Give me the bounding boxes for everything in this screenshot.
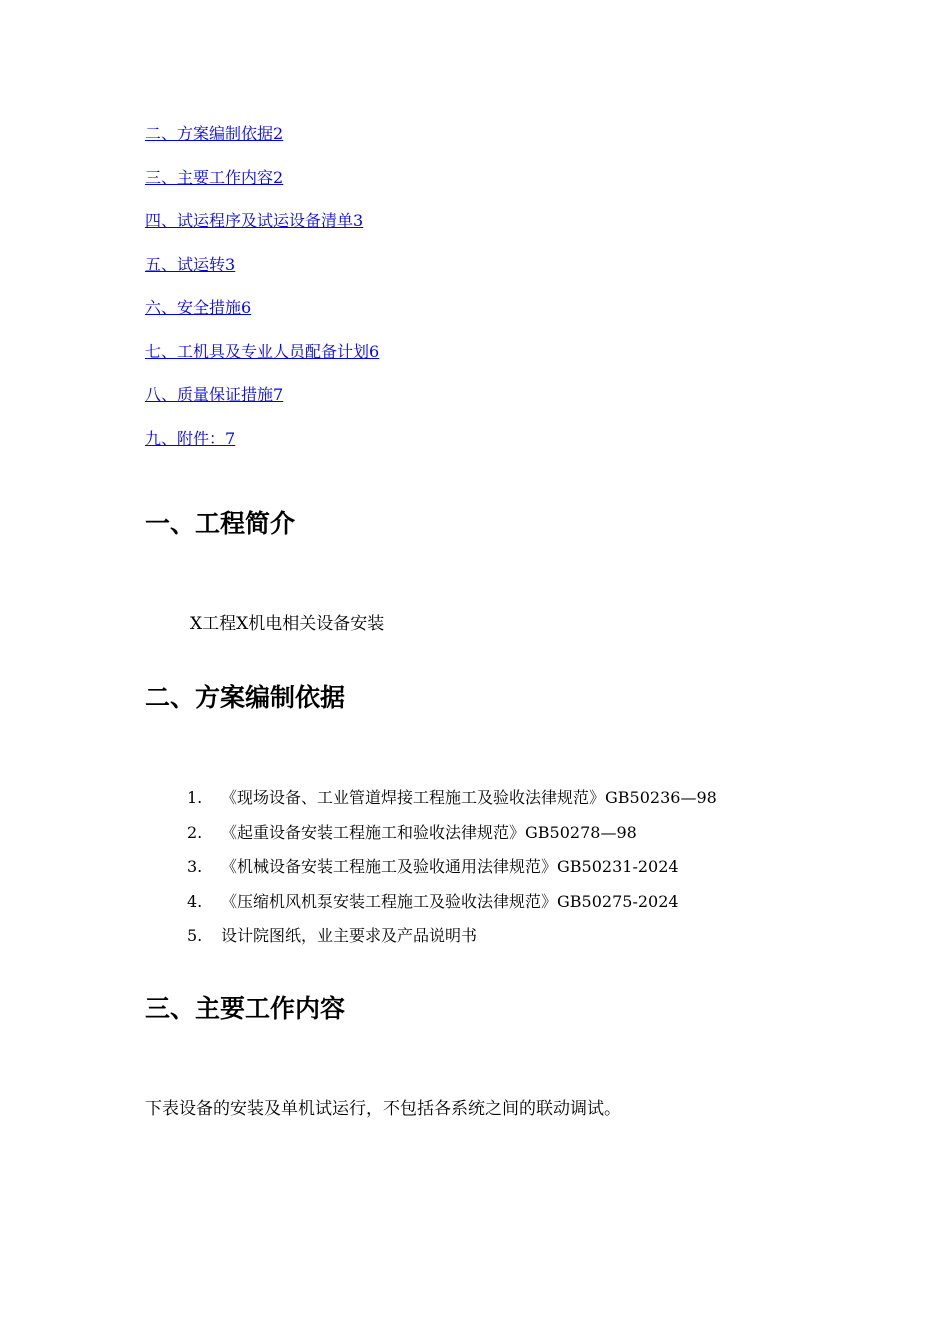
toc-link[interactable] (145, 298, 379, 318)
toc-link[interactable] (145, 342, 379, 362)
toc-link[interactable] (145, 211, 379, 231)
section-heading: 一、工程简介 (145, 509, 296, 538)
list-item (187, 786, 717, 810)
toc-link[interactable] (145, 385, 379, 405)
list-item (187, 855, 717, 879)
toc-label: 二、方案编制依据 (145, 124, 274, 143)
list-number: 3. (187, 857, 203, 876)
toc-label: 三、主要工作内容 (145, 167, 274, 187)
list-text: 《压缩机风机泵安装工程施工及验收法律规范》GB50275-2024 (221, 891, 679, 911)
list-number: 5. (187, 926, 203, 945)
toc-label: 五、试运转 (145, 254, 226, 274)
toc-link[interactable] (145, 124, 379, 144)
toc-label: 八、质量保证措施 (145, 385, 274, 404)
paragraph: 下表设备的安装及单机试运行，不包括各系统之间的联动调试。 (145, 1099, 621, 1119)
table-of-contents (145, 124, 379, 472)
list-item (187, 890, 717, 914)
toc-label: 七、工机具及专业人员配备计划 (145, 341, 370, 361)
list-number: 1. (187, 788, 203, 807)
toc-label: 六、安全措施 (145, 298, 242, 317)
toc-page-number: 2 (273, 167, 284, 187)
list-text: 《起重设备安装工程施工和验收法律规范》GB50278—98 (221, 822, 637, 842)
toc-page-number: 7 (273, 385, 284, 404)
toc-link[interactable] (145, 168, 379, 188)
list-number: 2. (187, 822, 203, 842)
toc-page-number: 7 (225, 428, 236, 448)
toc-page-number: 6 (369, 341, 380, 361)
list-text: 设计院图纸，业主要求及产品说明书 (221, 926, 478, 945)
toc-label: 四、试运程序及试运设备清单 (145, 211, 354, 230)
list-text: 《机械设备安装工程施工及验收通用法律规范》GB50231-2024 (221, 857, 679, 876)
reference-list (187, 786, 717, 959)
list-text: 《现场设备、工业管道焊接工程施工及验收法律规范》GB50236—98 (221, 788, 717, 807)
toc-label: 九、附件： (145, 428, 226, 448)
list-number: 4. (187, 891, 203, 911)
section-heading: 二、方案编制依据 (145, 683, 346, 712)
list-item (187, 924, 717, 948)
toc-page-number: 3 (225, 254, 236, 274)
toc-page-number: 3 (353, 211, 364, 230)
toc-page-number: 2 (273, 124, 284, 143)
project-description: X工程X机电相关设备安装 (190, 614, 385, 634)
section-heading: 三、主要工作内容 (145, 994, 346, 1023)
toc-link[interactable] (145, 429, 379, 449)
toc-link[interactable] (145, 255, 379, 275)
toc-page-number: 6 (241, 298, 252, 317)
list-item (187, 821, 717, 845)
